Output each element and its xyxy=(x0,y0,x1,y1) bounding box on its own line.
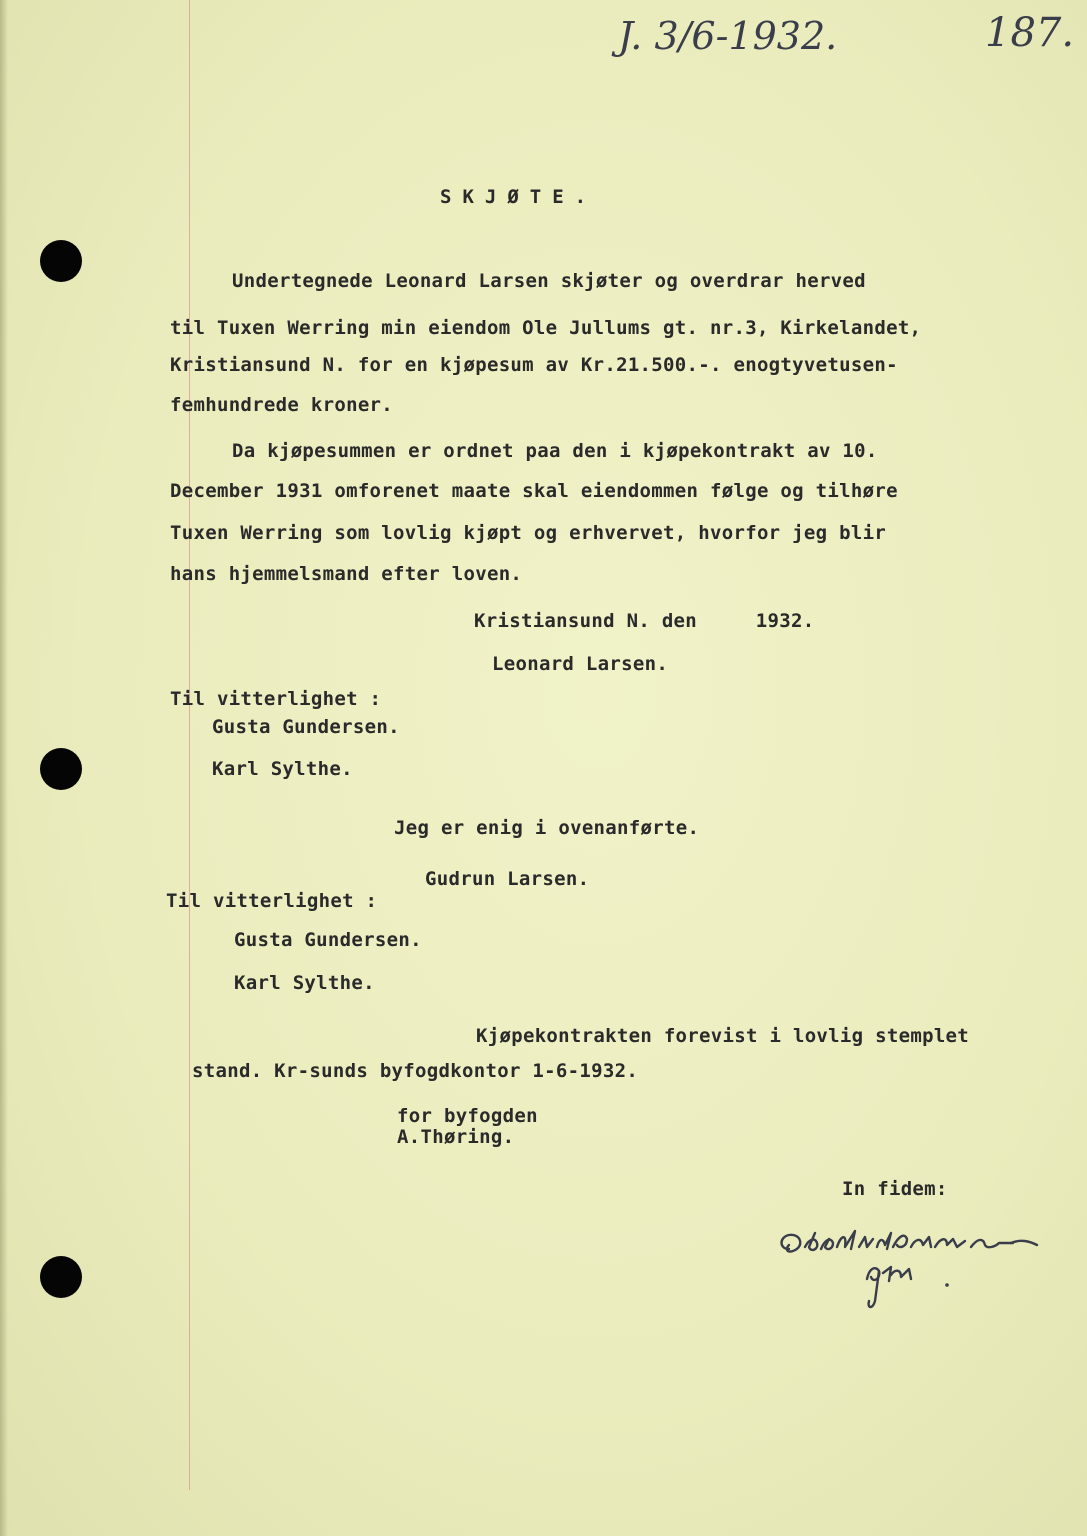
signature-text: Odd Henriksen, dfm. xyxy=(775,1314,787,1315)
handwritten-date: J. 3/6-1932. xyxy=(618,14,838,58)
witness-name: Gusta Gundersen. xyxy=(234,929,422,951)
office-signoff-line: A.Thøring. xyxy=(397,1126,515,1148)
consenter-name: Gudrun Larsen. xyxy=(425,868,590,890)
punch-hole-icon xyxy=(40,1256,82,1298)
body-line: Undertegnede Leonard Larsen skjøter og overdrar herved xyxy=(232,270,866,292)
margin-rule xyxy=(189,0,190,1490)
page-number: 187. xyxy=(985,10,1075,56)
place-date: Kristiansund N. den 1932. xyxy=(474,610,815,632)
witness-label: Til vitterlighet : xyxy=(166,890,378,912)
body-line: Kristiansund N. for en kjøpesum av Kr.21.500.-. enogtyvetusen- xyxy=(170,354,898,376)
stamp-note-line: Kjøpekontrakten forevist i lovlig stemplet xyxy=(476,1025,970,1047)
witness-label: Til vitterlighet : xyxy=(170,688,382,710)
body-line: Tuxen Werring som lovlig kjøpt og erhvervet, hvorfor jeg blir xyxy=(170,522,887,544)
witness-name: Karl Sylthe. xyxy=(234,972,375,994)
body-line: Da kjøpesummen er ordnet paa den i kjøpekontrakt av 10. xyxy=(232,440,878,462)
body-line: til Tuxen Werring min eiendom Ole Jullums gt. nr.3, Kirkelandet, xyxy=(170,317,922,339)
punch-hole-icon xyxy=(40,748,82,790)
body-line: December 1931 omforenet maate skal eiendommen følge og tilhøre xyxy=(170,480,898,502)
stamp-note-line: stand. Kr-sunds byfogdkontor 1-6-1932. xyxy=(192,1060,639,1082)
witness-name: Karl Sylthe. xyxy=(212,758,353,780)
office-signoff-line: for byfogden xyxy=(397,1105,538,1127)
in-fidem-label: In fidem: xyxy=(842,1178,948,1200)
page-edge-shadow xyxy=(0,0,8,1536)
handwritten-signature xyxy=(775,1225,1045,1315)
body-line: femhundrede kroner. xyxy=(170,394,394,416)
body-line: hans hjemmelsmand efter loven. xyxy=(170,563,523,585)
witness-name: Gusta Gundersen. xyxy=(212,716,400,738)
document-title: SKJØTE. xyxy=(440,186,598,208)
consent-statement: Jeg er enig i ovenanførte. xyxy=(394,817,700,839)
seller-name: Leonard Larsen. xyxy=(492,653,669,675)
punch-hole-icon xyxy=(40,240,82,282)
